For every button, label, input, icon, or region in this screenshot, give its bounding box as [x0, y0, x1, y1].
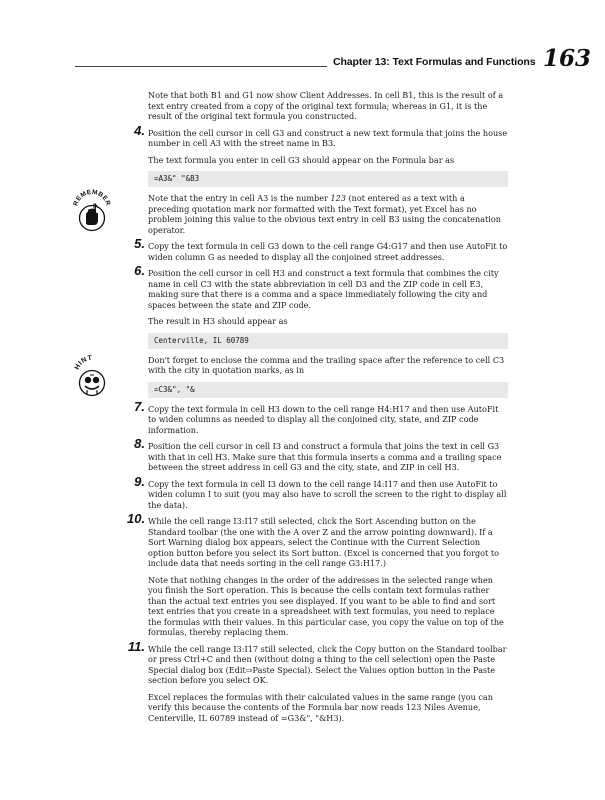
step-text: Copy the text formula in cell G3 down to the cell range G4:G17 and then use AutoFit to widen column G as needed to display all the conjoined street addresses.: [148, 241, 508, 262]
page-number: 163: [543, 45, 592, 72]
running-header: [0, 46, 605, 80]
tip-icon: [70, 354, 114, 400]
step-4-sub: The text formula you enter in cell G3 should appear on the Formula bar as: [148, 154, 455, 165]
code-formula-h3: =C3&", "&: [148, 382, 508, 398]
step-8: [134, 436, 508, 473]
page-body: [127, 90, 508, 729]
step-number: 7.: [134, 398, 145, 414]
step-11: [127, 638, 508, 686]
remember-icon: [70, 189, 114, 235]
step-9: [134, 473, 508, 511]
tip-note: Don't forget to enclose the comma and the trailing space after the reference to cell C3 with the city in quotation marks, as in: [148, 354, 505, 375]
step-10-sub: Note that nothing changes in the order of the addresses in the selected range when you finish the Sort operation. This is because the cells contain text formulas rather than the actual text entries you see displayed. If you want to be able to find and sort text entries that you create in a spreadsheet with text formulas, you need to replace the formulas with their values. In this particular case, you copy the value on top of the formulas, thereby replacing them.: [148, 574, 504, 637]
step-4: [134, 122, 508, 149]
svg-text:REMEMBER: [72, 189, 111, 207]
step-number: 8.: [134, 436, 145, 451]
header-rule: [75, 66, 327, 67]
step-number: 11.: [127, 638, 145, 654]
step-7: [134, 398, 508, 436]
step-text: Copy the text formula in cell I3 down to the cell range I4:I17 and then use AutoFit to widen column I to suit (you may also have to scroll the screen to the right to display all the data).: [148, 478, 507, 510]
remember-note: [148, 193, 508, 235]
intro-paragraph: Note that both B1 and G1 now show Client Addresses. In cell B1, this is the result of a text entry created from a copy of the original text formula; whereas in G1, it is the result of the original text formula you constructed.: [148, 90, 504, 121]
note-number: 123: [330, 193, 346, 203]
step-text: Copy the text formula in cell H3 down to the cell range H4:H17 and then use AutoFit to widen columns as needed to display all the conjoined city, state, and ZIP code information.: [148, 403, 499, 435]
step-text: While the cell range I3:I17 still selected, click the Sort Ascending button on the Standard toolbar (the one with the A over Z and the arrow pointing downward). If a Sort Warning dialog box appears, select the Continue with the Current Selection option button before you select its Sort button. (Excel is concerned that you forgot to include data that needs sorting in the cell range G3:H17.): [148, 516, 499, 568]
note-pre: Note that the entry in cell A3 is the number: [148, 193, 331, 203]
remember-label: REMEMBER: [72, 189, 112, 207]
step-number: 6.: [134, 263, 145, 278]
step-text: Position the cell cursor in cell G3 and construct a new text formula that joins the house number in cell A3 with the street name in B3.: [148, 127, 508, 148]
step-text: Position the cell cursor in cell H3 and construct a text formula that combines the city name in cell C3 with the state abbreviation in cell D3 and the ZIP code in cell E3, making sure that there is a comma and a space immediately following the city and spaces between the state and ZIP code.: [148, 268, 499, 310]
chapter-title: Chapter 13: Text Formulas and Functions: [333, 56, 536, 68]
svg-text:HINT: [74, 355, 93, 371]
step-text: Position the cell cursor in cell I3 and construct a formula that joins the text in cell G3 with that in cell H3. Make sure that this formula inserts a comma and a trailing space between the street address in cell G3 and the city, state, and ZIP in cell H3.: [148, 441, 502, 472]
tip-label: HINT: [73, 354, 93, 372]
step-6-sub: The result in H3 should appear as: [148, 316, 288, 326]
step-number: 4.: [134, 122, 145, 138]
step-text: While the cell range I3:I17 still selected, click the Copy button on the Standard toolbar or press Ctrl+C and then (without doing a thing to the cell selection) open the Paste Special dialog box (Edit⇨Paste Special). Select the Values option button in the Paste section before you select OK.: [148, 643, 507, 685]
step-number: 5.: [134, 236, 145, 251]
step-number: 9.: [134, 473, 145, 489]
note-post: (not entered as a text with a preceding quotation mark nor formatted with the Text format), yet Excel has no problem joining this value to the obvious text entry in cell B3 using the concatenation operator.: [148, 193, 501, 235]
code-formula-g3: =A3&" "&B3: [148, 171, 508, 187]
step-number: 10.: [127, 511, 146, 526]
step-10: [127, 511, 508, 569]
step-11-sub: Excel replaces the formulas with their calculated values in the same range (you can verify this because the contents of the Formula bar now reads 123 Niles Avenue, Centerville, IL 60789 instead of =G3&", "&H3).: [148, 691, 493, 723]
step-5: [134, 236, 508, 262]
step-6: [134, 263, 508, 310]
code-result-h3: Centerville, IL 60789: [148, 333, 508, 349]
